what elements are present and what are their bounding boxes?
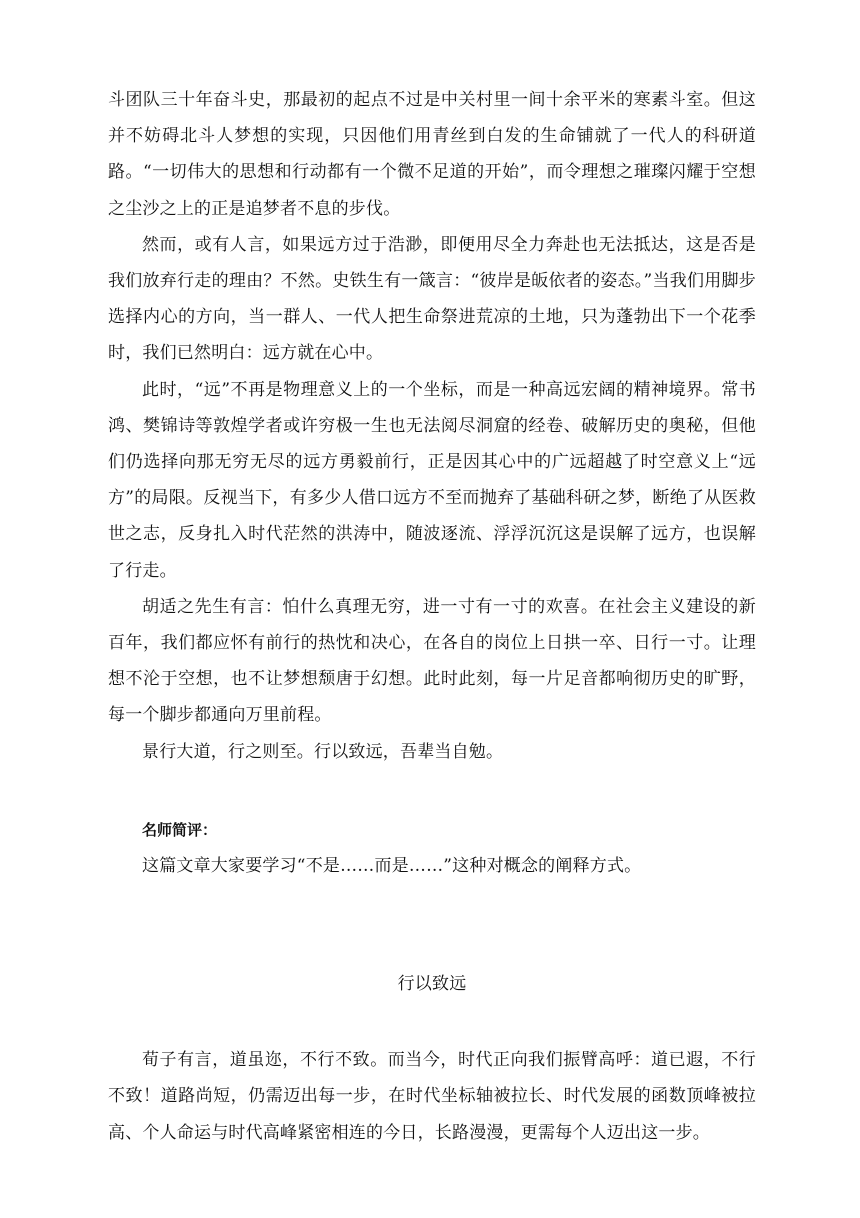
teacher-review-section (108, 812, 756, 884)
document-body (108, 82, 756, 1151)
next-essay-section (108, 966, 756, 1151)
essay-title: 行以致远 (397, 974, 467, 995)
review-text: 这篇文章大家要学习“不是……而是……”这种对概念的阐释方式。 (142, 855, 642, 876)
essay-paragraph: 此时，“远”不再是物理意义上的一个坐标，而是一种高远宏阔的精神境界。常书鸿、樊锦诗等敦煌学者或许穷极一生也无法阅尽洞窟的经卷、破解历史的奥秘，但他们仍选择向那无穷无尽的远方勇毅前行，正是因其心中的广远超越了时空意义上“远方”的局限。反视当下，有多少人借口远方不至而抛弃了基础科研之梦，断绝了从医救世之志，反身扎入时代茫然的洪涛中，随波逐流、浮浮沉沉这是误解了远方，也误解了行走。 (108, 379, 756, 581)
review-heading: 名师简评： (142, 820, 218, 839)
essay-paragraph: 胡适之先生有言：怕什么真理无穷，进一寸有一寸的欢喜。在社会主义建设的新百年，我们都应怀有前行的热忱和决心，在各自的岗位上日拱一卒、日行一寸。让理想不沦于空想，也不让梦想颓唐于幻想。此时此刻，每一片足音都响彻历史的旷野，每一个脚步都通向万里前程。 (108, 596, 756, 726)
essay-closing-paragraph: 景行大道，行之则至。行以致远，吾辈当自勉。 (142, 741, 504, 762)
essay-paragraph: 然而，或有人言，如果远方过于浩渺，即便用尽全力奔赴也无法抵达，这是否是我们放弃行走的理由？不然。史铁生有一箴言：“彼岸是皈依者的姿态。”当我们用脚步选择内心的方向，当一群人、一代人把生命祭进荒凉的土地，只为蓬勃出下一个花季时，我们已然明白：远方就在心中。 (108, 234, 756, 364)
essay-paragraph: 荀子有言，道虽迩，不行不致。而当今，时代正向我们振臂高呼：道已遐，不行不致！道路尚短，仍需迈出每一步，在时代坐标轴被拉长、时代发展的函数顶峰被拉高、个人命运与时代高峰紧密相连的今日，长路漫漫，更需每个人迈出这一步。 (108, 1050, 756, 1143)
essay-paragraph-continuation: 斗团队三十年奋斗史，那最初的起点不过是中关村里一间十余平米的寒素斗室。但这并不妨碍北斗人梦想的实现，只因他们用青丝到白发的生命铺就了一代人的科研道路。“一切伟大的思想和行动都有一个微不足道的开始”，而令理想之璀璨闪耀于空想之尘沙之上的正是追梦者不息的步伐。 (108, 90, 756, 219)
